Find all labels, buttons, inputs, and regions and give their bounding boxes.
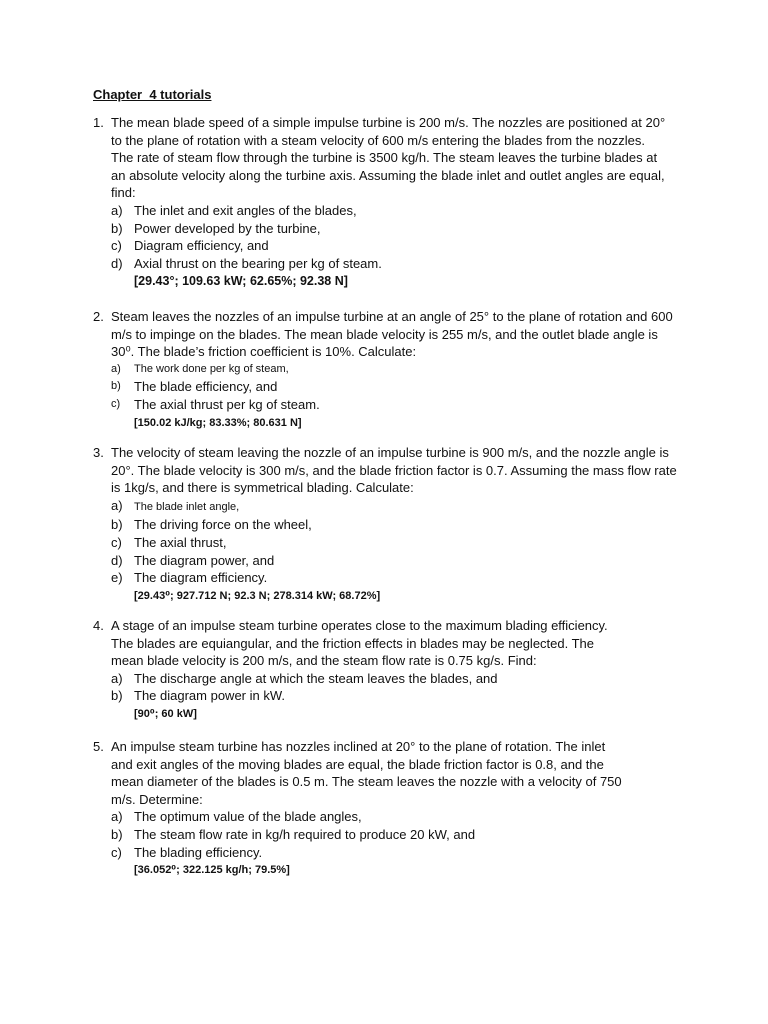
- option-item: [93, 516, 683, 534]
- option-letter: d): [111, 552, 123, 568]
- question-4: [93, 617, 623, 724]
- option-item: [93, 826, 628, 844]
- option-letter: c): [111, 397, 121, 410]
- option-item: [93, 202, 668, 220]
- question-text: The mean blade speed of a simple impulse turbine is 200 m/s. The nozzles are positioned at 20° to the plane of rotation with a steam velocity of 600 m/s entering the blades from the nozzles. The rate of steam flow through the turbine is 3500 kg/h. The steam leaves the turbine blades at an absolute velocity along the turbine axis. Assuming the blade inlet and outlet angles are equal, find:: [111, 115, 666, 201]
- option-letter: a): [111, 809, 123, 825]
- option-item: [93, 808, 628, 826]
- option-item: [93, 361, 683, 379]
- question-text: A stage of an impulse steam turbine operates close to the maximum blading efficiency. The blades are equiangular, and the friction effects in blades may be neglected. The mean blade velocity is 200 m/s, and the steam flow rate is 0.75 kg/s. Find:: [111, 618, 608, 669]
- option-text: The blade efficiency, and: [134, 379, 278, 395]
- option-list: [93, 670, 623, 705]
- option-item: [93, 552, 683, 570]
- option-item: [93, 497, 683, 517]
- option-text: The axial thrust,: [134, 534, 227, 550]
- option-text: The optimum value of the blade angles,: [134, 809, 362, 825]
- option-item: [93, 670, 623, 688]
- option-text: The axial thrust per kg of steam.: [134, 396, 320, 412]
- option-letter: c): [111, 534, 122, 550]
- answer-key: [29.43⁰; 927.712 N; 92.3 N; 278.314 kW; 68.72%]: [134, 589, 381, 602]
- option-list: [93, 361, 683, 414]
- option-letter: b): [111, 220, 123, 236]
- question-number: 2.: [93, 309, 104, 324]
- option-list: [93, 497, 683, 587]
- option-text: The diagram power, and: [134, 552, 275, 568]
- option-letter: d): [111, 255, 123, 271]
- option-text: The work done per kg of steam,: [134, 362, 289, 375]
- option-text: The diagram efficiency.: [134, 570, 268, 586]
- page-title: Chapter 4 tutorials: [93, 87, 212, 102]
- option-item: [93, 396, 683, 414]
- option-letter: c): [111, 238, 122, 254]
- option-item: [93, 569, 683, 587]
- option-item: [93, 237, 668, 255]
- question-1: [93, 114, 668, 291]
- option-text: Axial thrust on the bearing per kg of steam.: [134, 255, 382, 271]
- option-letter: c): [111, 844, 122, 860]
- option-item: [93, 687, 623, 705]
- option-item: [93, 378, 683, 396]
- option-text: Diagram efficiency, and: [134, 238, 269, 254]
- option-text: Power developed by the turbine,: [134, 220, 321, 236]
- option-item: [93, 255, 668, 273]
- option-letter: b): [111, 826, 123, 842]
- option-item: [93, 220, 668, 238]
- option-letter: a): [111, 670, 123, 686]
- question-number: 1.: [93, 115, 104, 130]
- answer-key: [29.43°; 109.63 kW; 62.65%; 92.38 N]: [134, 274, 348, 289]
- question-text: The velocity of steam leaving the nozzle of an impulse turbine is 900 m/s, and the nozzle angle is 20°. The blade velocity is 300 m/s, and the blade friction factor is 0.7. Assuming the mass flow rate is 1kg/s, and there is symmetrical blading. Calculate:: [111, 445, 677, 496]
- option-text: The steam flow rate in kg/h required to produce 20 kW, and: [134, 826, 476, 842]
- question-text: Steam leaves the nozzles of an impulse turbine at an angle of 25° to the plane of rotation and 600 m/s to impinge on the blades. The mean blade velocity is 255 m/s, and the outlet blade angle is 30⁰. The blade’s friction coefficient is 10%. Calculate:: [111, 309, 673, 360]
- question-3: [93, 444, 683, 605]
- answer-key: [90⁰; 60 kW]: [134, 707, 197, 720]
- option-letter: a): [111, 202, 123, 218]
- option-letter: a): [111, 497, 123, 513]
- answer-key: [36.052⁰; 322.125 kg/h; 79.5%]: [134, 864, 290, 877]
- option-letter: a): [111, 362, 121, 375]
- option-list: [93, 202, 668, 272]
- option-item: [93, 534, 683, 552]
- option-letter: b): [111, 517, 123, 533]
- option-letter: b): [111, 380, 121, 393]
- option-letter: e): [111, 570, 123, 586]
- question-2: [93, 308, 683, 432]
- option-text: The diagram power in kW.: [134, 688, 286, 704]
- answer-key: [150.02 kJ/kg; 83.33%; 80.631 N]: [134, 416, 302, 429]
- option-text: The blade inlet angle,: [134, 500, 240, 513]
- option-text: The blading efficiency.: [134, 844, 263, 860]
- question-text: An impulse steam turbine has nozzles inclined at 20° to the plane of rotation. The inlet and exit angles of the moving blades are equal, the blade friction factor is 0.8, and the mean diameter of the blades is 0.5 m. The steam leaves the nozzle with a velocity of 750 m/s. Determine:: [111, 739, 622, 807]
- question-number: 4.: [93, 618, 104, 633]
- option-letter: b): [111, 688, 123, 704]
- option-text: The driving force on the wheel,: [134, 517, 312, 533]
- option-list: [93, 808, 628, 861]
- question-number: 5.: [93, 739, 104, 754]
- option-item: [93, 844, 628, 862]
- question-number: 3.: [93, 445, 104, 460]
- option-text: The inlet and exit angles of the blades,: [134, 202, 357, 218]
- question-5: [93, 738, 628, 880]
- option-text: The discharge angle at which the steam leaves the blades, and: [134, 670, 498, 686]
